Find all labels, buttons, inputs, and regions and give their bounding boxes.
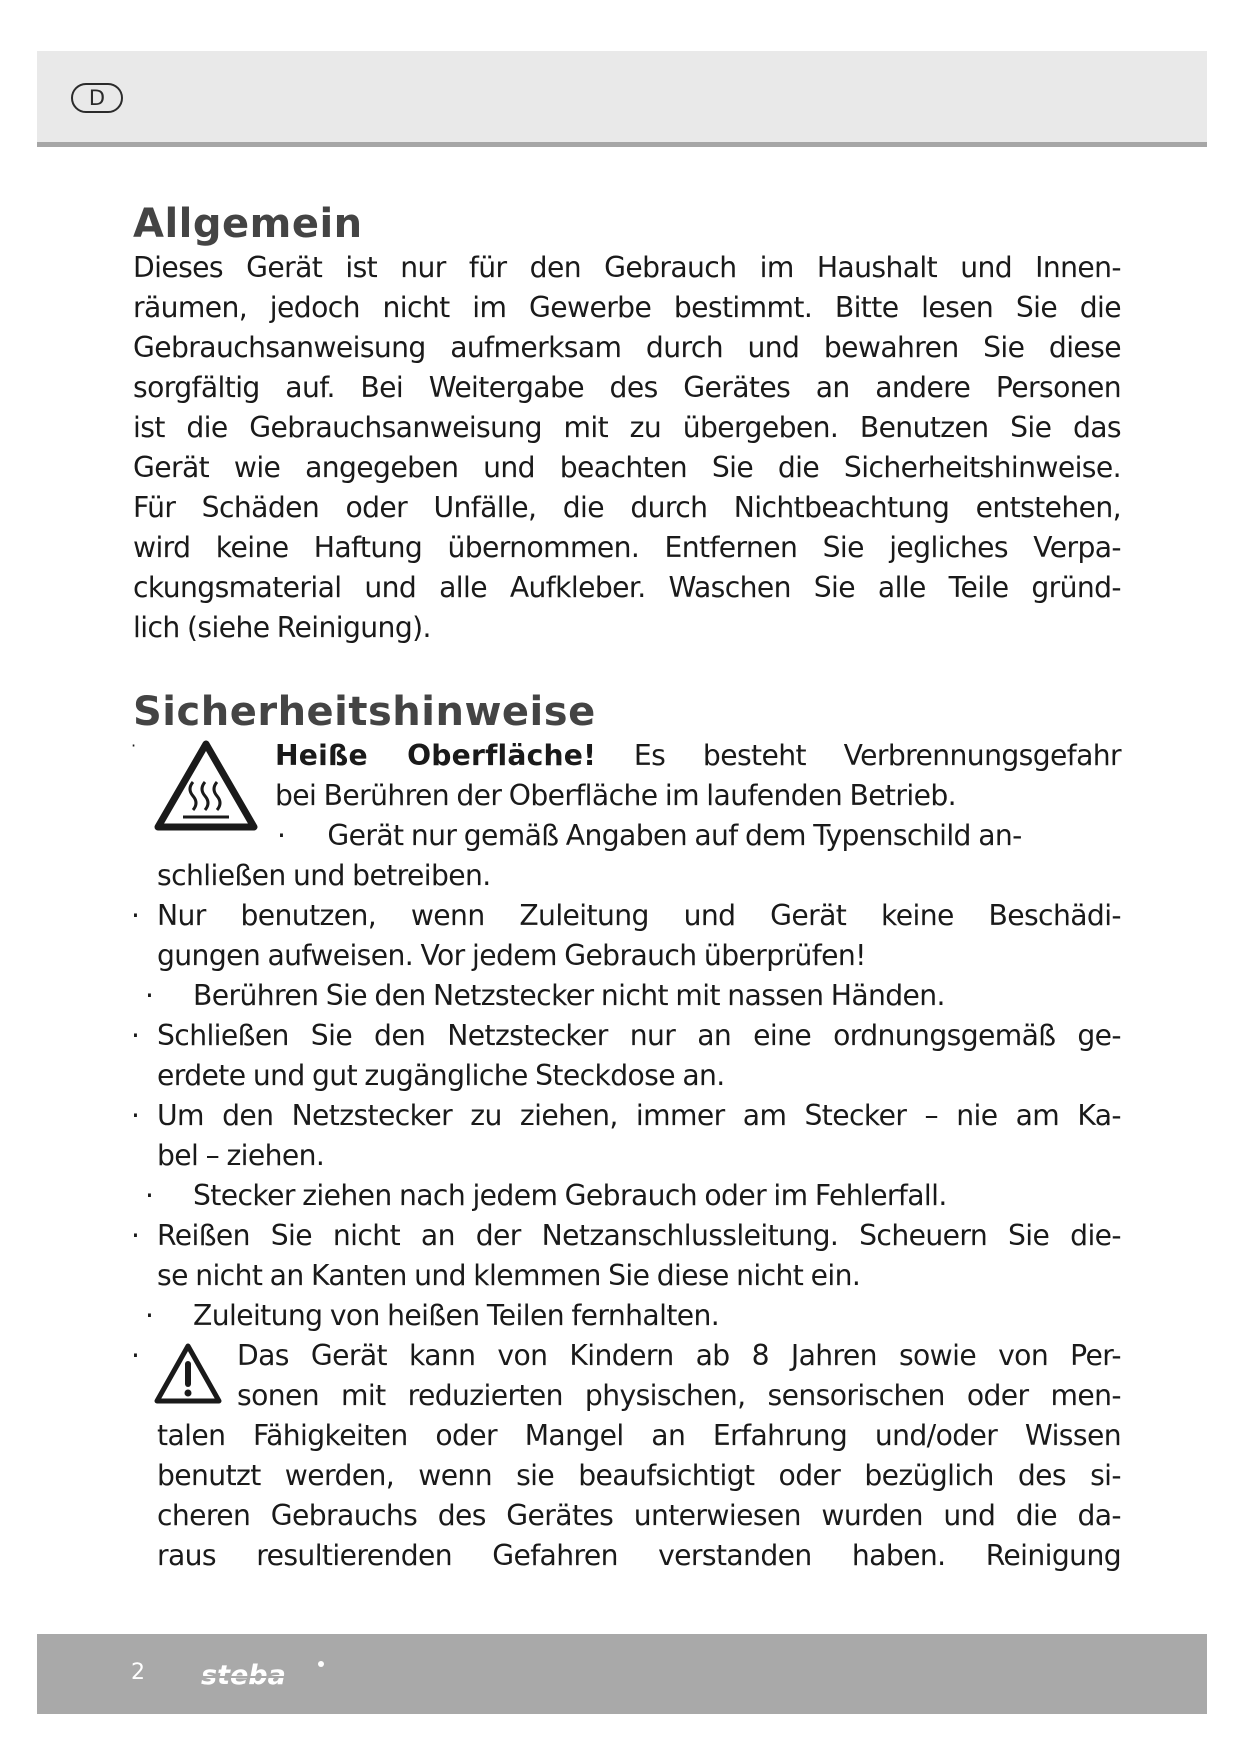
text-line: lich (siehe Reinigung). — [133, 611, 431, 644]
text-line: wird keine Haftung übernommen. Entfernen Sie jegliches Verpa- — [133, 531, 1121, 564]
text-line: benutzt werden, wenn sie beaufsichtigt oder bezüglich des si- — [157, 1459, 1121, 1492]
text-line: Nur benutzen, wenn Zuleitung und Gerät keine Beschädi- — [157, 899, 1121, 932]
bullet: · — [131, 1019, 140, 1052]
list-item-after-use — [133, 1176, 1121, 1216]
bullet: · — [131, 1339, 140, 1372]
brand-logo-text: steba — [201, 1660, 286, 1691]
hot-surface-line-2: bei Berühren der Oberfläche im laufenden Betrieb. — [275, 779, 957, 812]
list-item-unplug — [133, 1096, 1121, 1176]
hot-surface-warning — [133, 736, 1121, 896]
text-line: bel – ziehen. — [157, 1139, 325, 1172]
list-item-children — [133, 1336, 1121, 1576]
hot-surface-label: Heiße Oberfläche! — [275, 739, 597, 772]
text-line: Schließen Sie den Netzstecker nur an eine ordnungsgemäß ge- — [157, 1019, 1121, 1052]
text-line: Gerät wie angegeben und beachten Sie die Sicherheitshinweise. — [133, 451, 1121, 484]
text-line: Berühren Sie den Netzstecker nicht mit nassen Händen. — [193, 979, 945, 1012]
bullet: · — [131, 899, 140, 932]
section-safety — [133, 688, 1121, 1576]
text-line: talen Fähigkeiten oder Mangel an Erfahrung und/oder Wissen — [157, 1419, 1121, 1452]
brand-logo — [197, 1654, 357, 1698]
bullet: · — [145, 979, 154, 1012]
list-item-damage — [133, 896, 1121, 976]
text-line: Gebrauchsanweisung aufmerksam durch und bewahren Sie diese — [133, 331, 1121, 364]
hot-surface-line-1: Es besteht Verbrennungsgefahr — [633, 739, 1121, 772]
text-line: erdete und gut zugängliche Steckdose an. — [157, 1059, 725, 1092]
text-line: Für Schäden oder Unfälle, die durch Nichtbeachtung entstehen, — [133, 491, 1121, 524]
bullet: · — [131, 1219, 140, 1252]
text-line: ckungsmaterial und alle Aufkleber. Waschen Sie alle Teile gründ- — [133, 571, 1121, 604]
text-line: Stecker ziehen nach jedem Gebrauch oder im Fehlerfall. — [193, 1179, 947, 1212]
connect-line-1: Gerät nur gemäß Angaben auf dem Typenschild an- — [327, 819, 1022, 852]
bullet: · — [131, 1099, 140, 1132]
text-line: räumen, jedoch nicht im Gewerbe bestimmt. Bitte lesen Sie die — [133, 291, 1121, 324]
text-line: ist die Gebrauchsanweisung mit zu übergeben. Benutzen Sie das — [133, 411, 1121, 444]
bullet: · — [277, 819, 286, 852]
general-paragraph — [133, 248, 1121, 648]
text-line: raus resultierenden Gefahren verstanden haben. Reinigung — [157, 1539, 1121, 1572]
text-line: Zuleitung von heißen Teilen fernhalten. — [193, 1299, 720, 1332]
list-item-hot-parts — [133, 1296, 1121, 1336]
text-line: cheren Gebrauchs des Gerätes unterwiesen wurden und die da- — [157, 1499, 1121, 1532]
footer-bar — [37, 1634, 1207, 1714]
page-number: 2 — [131, 1660, 145, 1685]
section-title-general: Allgemein — [133, 201, 363, 247]
language-badge: D — [71, 83, 123, 113]
text-line: sonen mit reduzierten physischen, sensorischen oder men- — [237, 1379, 1121, 1412]
connect-line-2: schließen und betreiben. — [157, 859, 491, 892]
list-item-wet-hands — [133, 976, 1121, 1016]
bullet: · — [131, 736, 137, 755]
section-title-safety: Sicherheitshinweise — [133, 689, 596, 735]
hot-surface-warning-icon — [153, 738, 259, 834]
page-content — [133, 200, 1121, 1576]
text-line: se nicht an Kanten und klemmen Sie diese nicht ein. — [157, 1259, 861, 1292]
text-line: sorgfältig auf. Bei Weitergabe des Gerätes an andere Personen — [133, 371, 1121, 404]
text-line: Reißen Sie nicht an der Netzanschlussleitung. Scheuern Sie die- — [157, 1219, 1121, 1252]
section-general — [133, 200, 1121, 648]
bullet: · — [145, 1299, 154, 1332]
text-line: Dieses Gerät ist nur für den Gebrauch im Haushalt und Innen- — [133, 251, 1121, 284]
text-line: Um den Netzstecker zu ziehen, immer am Stecker – nie am Ka- — [157, 1099, 1121, 1132]
bullet: · — [145, 1179, 154, 1212]
header-bar — [37, 51, 1207, 147]
hot-surface-text — [275, 736, 1121, 856]
list-item-cable — [133, 1216, 1121, 1296]
list-item-socket — [133, 1016, 1121, 1096]
text-line: Das Gerät kann von Kindern ab 8 Jahren sowie von Per- — [237, 1339, 1121, 1372]
text-line: gungen aufweisen. Vor jedem Gebrauch überprüfen! — [157, 939, 866, 972]
